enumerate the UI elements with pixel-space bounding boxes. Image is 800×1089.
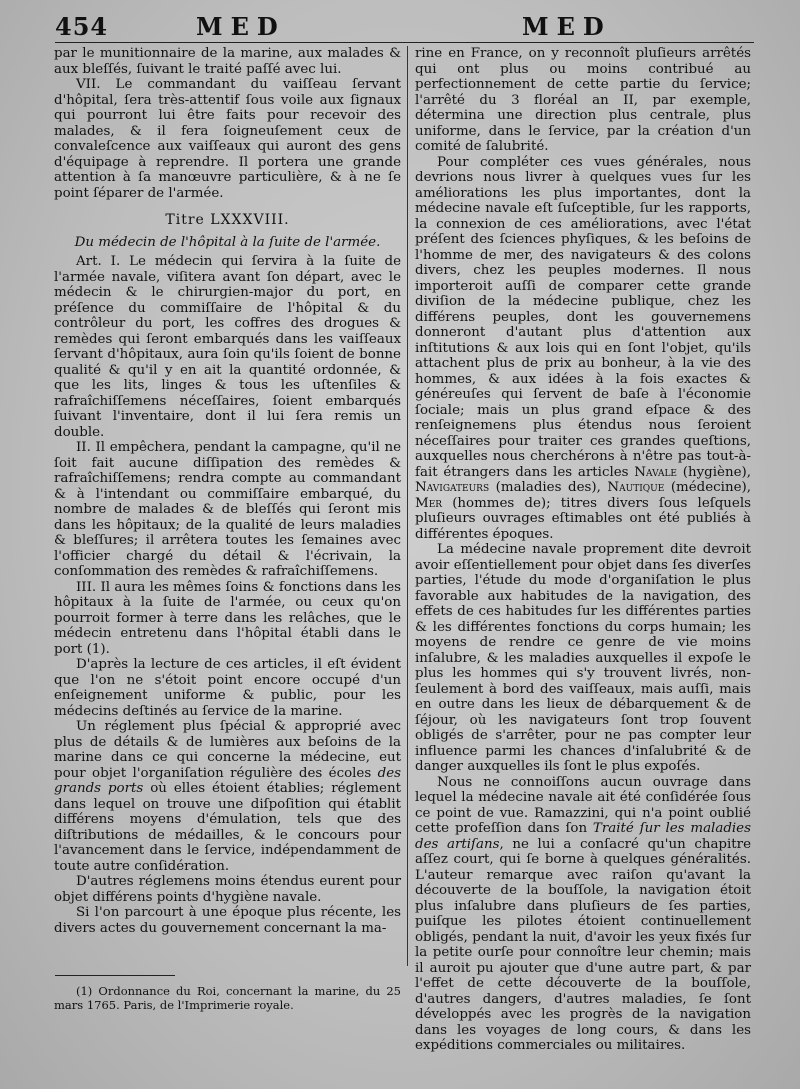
- paragraph: VII. Le commandant du vaiſſeau ſervant d'hôpital, ſera très-attentif ſous voile aux ſignaux qui pourront lui être faits pour recevoir des malades, & il fera ſoigneuſement ceux de convaleſcence aux vaiſſeaux qui auront des gens d'équipage à reprendre. Il portera une grande attention à ſa manœuvre particulière, & à ne ſe point ſéparer de l'armée.: [54, 77, 401, 201]
- paragraph: par le munitionnaire de la marine, aux malades & aux bleſſés, ſuivant le traité paſſé avec lui.: [54, 46, 401, 77]
- paragraph: Si l'on parcourt à une époque plus récente, les divers actes du gouvernement concernant la ma-: [54, 905, 401, 936]
- text-run: (médecine),: [664, 480, 751, 495]
- paragraph: D'après la lecture de ces articles, il eſt évident que l'on ne s'étoit point encore occupé d'un enſeignement uniforme & public, pour les médecins deſtinés au ſervice de la marine.: [54, 657, 401, 719]
- page-number: 454: [55, 12, 109, 41]
- paragraph: [415, 155, 751, 543]
- small-caps-text: Nautique: [607, 480, 665, 495]
- left-column: [54, 46, 401, 936]
- right-column: [415, 46, 751, 1054]
- paragraph: [54, 719, 401, 874]
- paragraph: III. Il aura les mêmes ſoins & fonctions dans les hôpitaux à la ſuite de l'armée, ou ceux qu'on pourroit former à terre dans les relâches, que le médecin entretenu dans l'hôpital établi dans le port (1).: [54, 579, 401, 657]
- text-run: (maladies des),: [489, 480, 608, 495]
- column-divider: [407, 46, 408, 966]
- section-subtitle: Du médecin de l'hôpital à la ſuite de l'armée.: [74, 234, 381, 250]
- footnote: (1) Ordonnance du Roi, concernant la marine, du 25 mars 1765. Paris, de l'Imprimerie royale.: [54, 984, 401, 1012]
- small-caps-text: Navale: [634, 464, 677, 480]
- text-run: où elles étoient établies; réglement dans lequel on trouve une diſpoſition qui établit différens moyens d'émulation, tels que des diſtributions de médailles, & le concours pour l'avancement dans le ſervice, indépendamment de toute autre conſidération.: [54, 781, 401, 874]
- header-rule: [55, 42, 754, 43]
- paragraph: [415, 775, 751, 1054]
- footnote-rule: [55, 975, 175, 976]
- running-head-left: MED: [196, 12, 286, 41]
- section-title: Titre LXXXVIII.: [165, 212, 290, 228]
- page-header: [0, 8, 800, 44]
- running-head-right: MED: [522, 12, 612, 41]
- text-run: Pour compléter ces vues générales, nous devrions nous livrer à quelques vues ſur les améliorations les plus importantes, dont la médecine navale eſt ſuſceptible, ſur les rapports, la connexion de ces améliorations, avec l'état préſent des ſciences phyſiques, & les beſoins de l'homme de mer, des navigateurs & des colons divers, chez les peuples modernes. Il nous importeroit auſſi de comparer cette grande diviſion de la médecine publique, chez les différens peuples, dont les gouvernemens donneront d'autant plus d'attention aux inſtitutions & aux lois qui en ſont l'objet, qu'ils attachent plus de prix au bonheur, à la vie des hommes, & aux idées à la fois exactes & généreuſes qui ſervent de baſe à l'économie ſociale; mais un plus grand eſpace & des renſeignemens plus étendus nous ſeroient néceſſaires pour traiter ces grandes queſtions, auxquelles nous cherchérons à n'être pas tout-à-fait étrangers dans les articles: [415, 154, 751, 480]
- small-caps-text: Mer: [415, 495, 443, 511]
- text-run: (hygiène),: [677, 464, 751, 480]
- text-run: Nous ne connoiſſons aucun ouvrage dans lequel la médecine navale ait été conſidérée ſous ce point de vue. Ramazzini, qui n'a point oublié cette profeſſion dans ſon: [415, 774, 751, 836]
- paragraph: D'autres réglemens moins étendus eurent pour objet différens points d'hygiène navale.: [54, 874, 401, 905]
- paragraph: II. Il empêchera, pendant la campagne, qu'il ne ſoit fait aucune diſſipation des remèdes & rafraîchiſſemens; rendra compte au commandant & à l'intendant ou commiſſaire embarqué, du nombre de malades & de bleſſés qui ſeront mis dans les hôpitaux; de la qualité de leurs maladies & bleſſures; il arrêtera toutes les ſemaines avec l'officier chargé du détail & l'écrivain, la conſommation des remèdes & rafraîchiſſemens.: [54, 440, 401, 579]
- italic-text: Traité ſur les maladies des artiſans: [415, 821, 751, 852]
- text-run: (hommes de); titres divers ſous leſquels pluſieurs ouvrages eſtimables ont été publiés à différentes époques.: [415, 495, 751, 542]
- paragraph: rine en France, on y reconnoît pluſieurs arrêtés qui ont plus ou moins contribué au perfectionnement de cette partie du ſervice; l'arrêté du 3 floréal an II, par exemple, détermina une direction plus centrale, plus uniforme, dans le ſervice, par la création d'un comité de ſalubrité.: [415, 46, 751, 154]
- paragraph: La médecine navale proprement dite devroit avoir eſſentiellement pour objet dans ſes diverſes parties, l'étude du mode d'organiſation le plus favorable aux habitudes de la navigation, des effets de ces habitudes ſur les différentes parties & les différentes fonctions du corps humain; les moyens de rendre ce genre de vie moins inſalubre, & les maladies auxquelles il expoſe le plus les hommes qui s'y trouvent livrés, non-ſeulement à bord des vaiſſeaux, mais auſſi, mais en outre dans les lieux de débarquement & de ſéjour, où les navigateurs ſont trop ſouvent obligés de s'arrêter, pour ne pas compter leur influence parmi les chances d'inſalubrité & de danger auxquelles ils ſont le plus expoſés.: [415, 542, 751, 774]
- italic-text: des grands ports: [54, 765, 401, 796]
- paragraph: Art. I. Le médecin qui ſervira à la ſuite de l'armée navale, viſitera avant ſon départ, avec le médecin & le chirurgien-major du port, en préſence du commiſſaire de l'hôpital & du contrôleur du port, les coffres des drogues & remèdes qui ſeront embarqués dans les vaiſſeaux ſervant d'hôpitaux, aura ſoin qu'ils ſoient de bonne qualité & qu'il y en ait la quantité ordonnée, & que les lits, linges & tous les uſtenſiles & rafraîchiſſemens néceſſaires, ſoient embarqués ſuivant l'inventaire, dont il lui ſera remis un double.: [54, 254, 401, 440]
- text-run: , ne lui a conſacré qu'un chapitre aſſez court, qui ſe borne à quelques généralités. L'auteur remarque avec raiſon qu'avant la découverte de la bouſſole, la navigation étoit plus inſalubre dans pluſieurs de ſes parties, puiſque les pilotes étoient continuellement obligés, pendant la nuit, d'avoir les yeux fixés ſur la petite ourſe pour connoître leur chemin; mais il auroit pu ajouter que d'une autre part, & par l'effet de cette découverte de la bouſſole, d'autres dangers, d'autres maladies, ſe ſont développés avec les progrès de la navigation dans les voyages de long cours, & dans les expéditions commerciales ou militaires.: [415, 836, 751, 1053]
- small-caps-text: Navigateurs: [415, 480, 490, 495]
- text-run: Un réglement plus ſpécial & approprié avec plus de détails & de lumières aux beſoins de la marine dans ce qui concerne la médecine, eut pour objet l'organiſation régulière des écoles: [54, 719, 401, 781]
